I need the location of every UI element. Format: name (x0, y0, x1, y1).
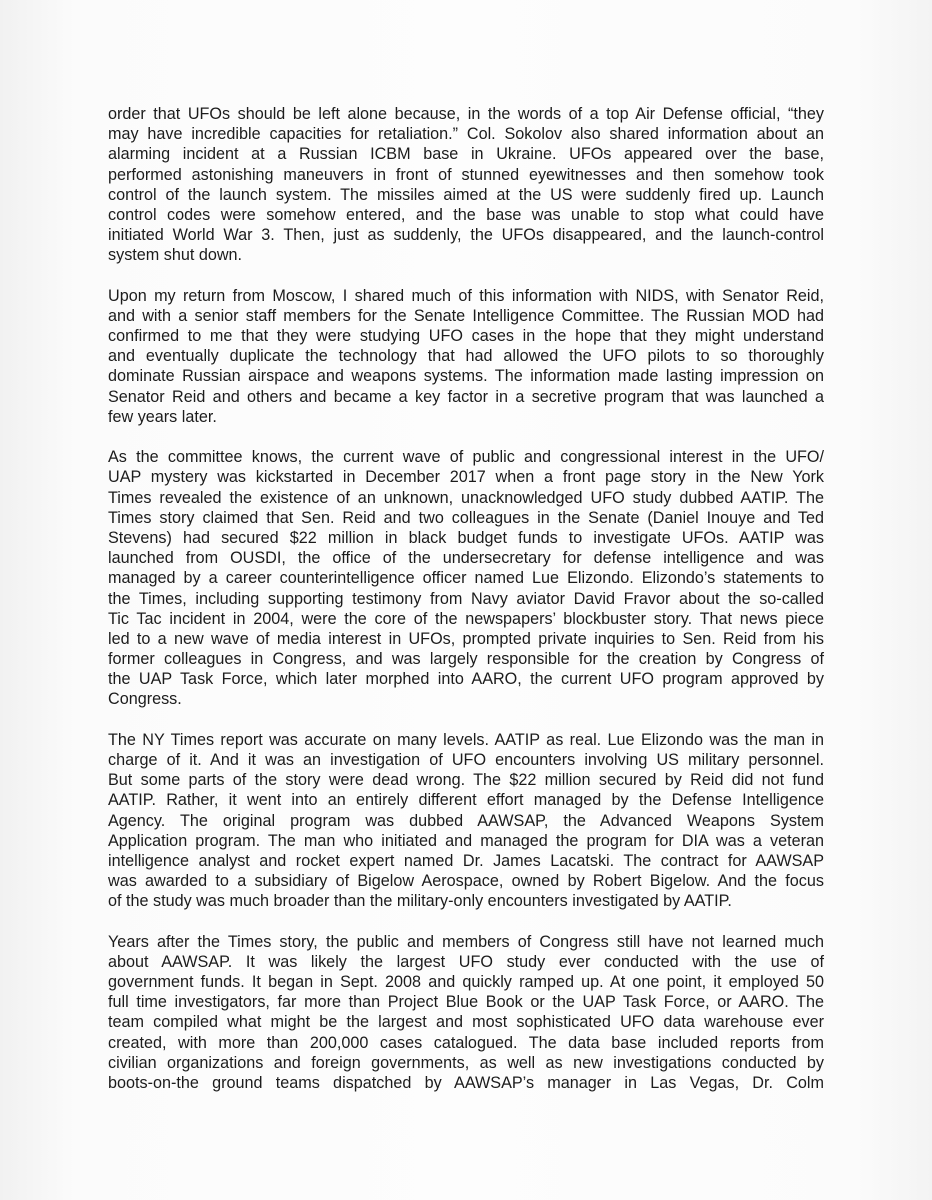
text-line: launched from OUSDI, the office of the undersecretary for defense intelligence and was (108, 549, 824, 568)
text-line: was awarded to a subsidiary of Bigelow Aerospace, owned by Robert Bigelow. And the focus (108, 872, 824, 891)
text-line: Application program. The man who initiated and managed the program for DIA was a veteran (108, 831, 824, 850)
text-line: created, with more than 200,000 cases catalogued. The data base included reports from (108, 1033, 824, 1052)
text-line: boots-on-the ground teams dispatched by AAWSAP’s manager in Las Vegas, Dr. Colm (108, 1074, 824, 1092)
paragraph-5 (108, 932, 824, 1094)
text-line: Years after the Times story, the public and members of Congress still have not learned much (108, 932, 824, 951)
text-line: few years later. (108, 407, 217, 426)
text-line: order that UFOs should be left alone because, in the words of a top Air Defense official, “they (108, 105, 824, 123)
text-line: performed astonishing maneuvers in front of stunned eyewitnesses and then somehow took (108, 165, 824, 184)
text-line: Stevens) had secured $22 million in black budget funds to investigate UFOs. AATIP was (108, 528, 824, 547)
text-line: Times revealed the existence of an unknown, unacknowledged UFO study dubbed AATIP. The (108, 488, 824, 507)
text-line: AATIP. Rather, it went into an entirely different effort managed by the Defense Intelligence (108, 791, 824, 810)
text-line: dominate Russian airspace and weapons systems. The information made lasting impression on (108, 367, 824, 386)
paragraph-3 (108, 447, 824, 709)
text-line: control codes were somehow entered, and the base was unable to stop what could have (108, 205, 824, 224)
text-line: managed by a career counterintelligence officer named Lue Elizondo. Elizondo’s statements to (108, 569, 824, 588)
text-line: The NY Times report was accurate on many levels. AATIP as real. Lue Elizondo was the man in (108, 730, 824, 749)
text-line: UAP mystery was kickstarted in December 2017 when a front page story in the New York (108, 468, 824, 487)
paragraph-2 (108, 286, 824, 427)
text-line: Congress. (108, 690, 182, 709)
text-line: Senator Reid and others and became a key factor in a secretive program that was launched a (108, 387, 824, 406)
text-line: control of the launch system. The missiles aimed at the US were suddenly fired up. Launch (108, 185, 824, 204)
paragraph-4 (108, 730, 824, 912)
text-line: government funds. It began in Sept. 2008 and quickly ramped up. At one point, it employed 50 (108, 973, 824, 992)
text-line: about AAWSAP. It was likely the largest UFO study ever conducted with the use of (108, 952, 824, 971)
text-line: former colleagues in Congress, and was largely responsible for the creation by Congress of (108, 650, 824, 669)
text-line: As the committee knows, the current wave of public and congressional interest in the UFO/ (108, 448, 824, 467)
text-line: intelligence analyst and rocket expert named Dr. James Lacatski. The contract for AAWSAP (108, 851, 824, 870)
text-line: full time investigators, far more than Project Blue Book or the UAP Task Force, or AARO. The (108, 993, 824, 1012)
text-line: may have incredible capacities for retaliation.” Col. Sokolov also shared information about an (108, 125, 824, 144)
text-line: led to a new wave of media interest in UFOs, prompted private inquiries to Sen. Reid from his (108, 629, 824, 648)
text-line: team compiled what might be the largest and most sophisticated UFO data warehouse ever (108, 1013, 824, 1032)
text-line: confirmed to me that they were studying UFO cases in the hope that they might understand (108, 327, 824, 346)
text-line: Times story claimed that Sen. Reid and two colleagues in the Senate (Daniel Inouye and Ted (108, 508, 824, 527)
text-line: the UAP Task Force, which later morphed into AARO, the current UFO program approved by (108, 670, 824, 689)
text-line: civilian organizations and foreign governments, as well as new investigations conducted by (108, 1053, 824, 1072)
text-line: and eventually duplicate the technology that had allowed the UFO pilots to so thoroughly (108, 347, 824, 366)
text-line: Upon my return from Moscow, I shared much of this information with NIDS, with Senator Reid, (108, 286, 824, 305)
text-line: the Times, including supporting testimony from Navy aviator David Fravor about the so-called (108, 589, 824, 608)
text-line: and with a senior staff members for the Senate Intelligence Committee. The Russian MOD had (108, 306, 824, 325)
text-line: Tic Tac incident in 2004, were the core of the newspapers’ blockbuster story. That news piece (108, 609, 824, 628)
paragraph-1 (108, 104, 824, 266)
text-line: charge of it. And it was an investigation of UFO encounters involving US military personnel. (108, 751, 824, 769)
document-body (108, 104, 824, 1093)
text-line: alarming incident at a Russian ICBM base in Ukraine. UFOs appeared over the base, (108, 145, 824, 164)
text-line: initiated World War 3. Then, just as suddenly, the UFOs disappeared, and the launch-control (108, 226, 824, 245)
text-line: of the study was much broader than the military-only encounters investigated by AATIP. (108, 892, 732, 911)
text-line: Agency. The original program was dubbed AAWSAP, the Advanced Weapons System (108, 811, 824, 830)
text-line: But some parts of the story were dead wrong. The $22 million secured by Reid did not fund (108, 771, 824, 790)
text-line: system shut down. (108, 246, 243, 265)
